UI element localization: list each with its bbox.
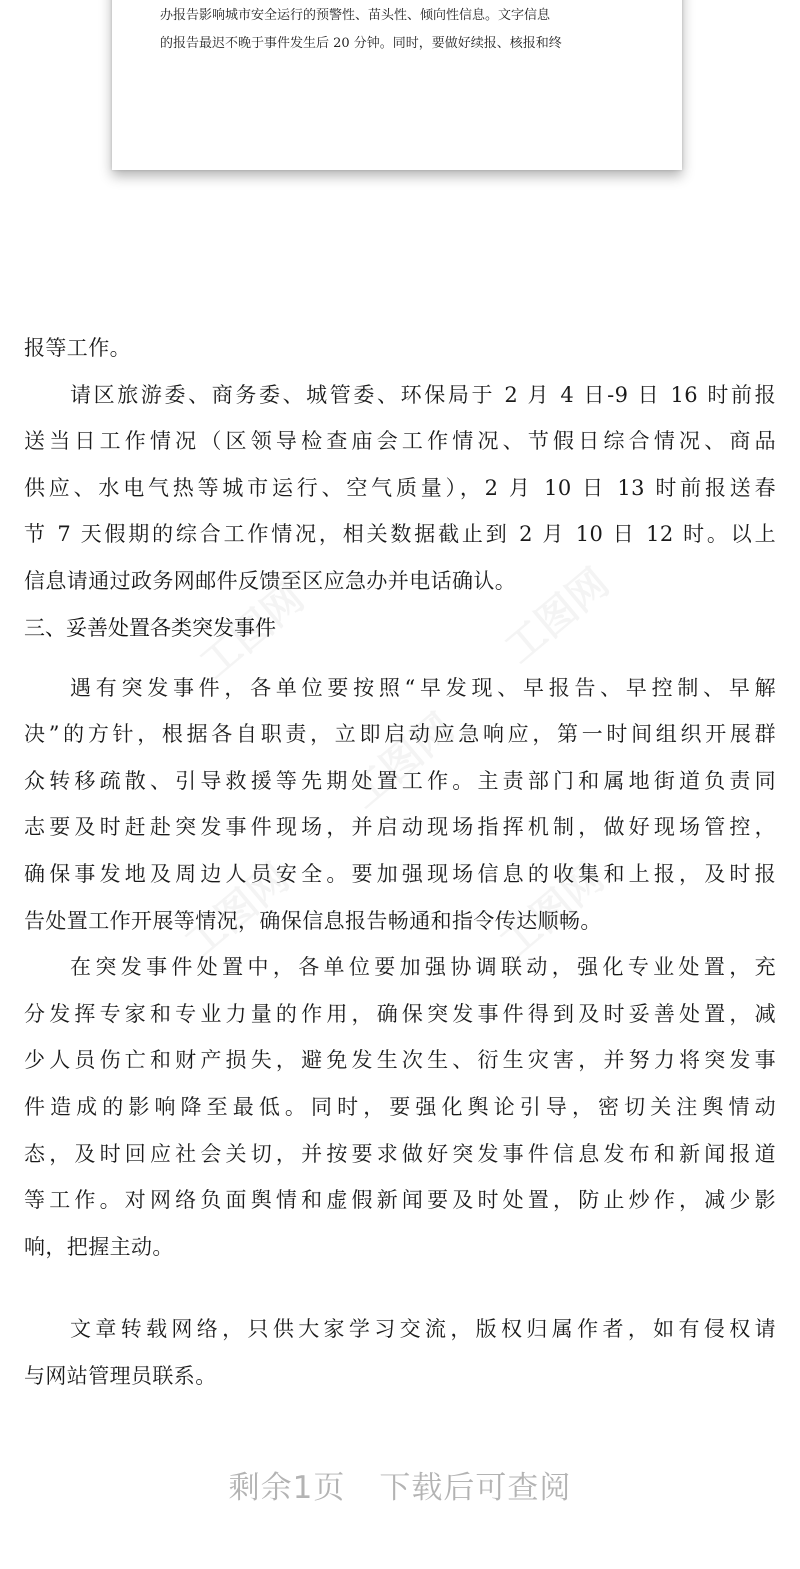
text-line: 请区旅游委、商务委、城管委、环保局于 2 月 4 日-9 日 16 时前报 (70, 382, 776, 407)
text-line: 与网站管理员联系。 (24, 1363, 217, 1388)
paragraph-1 (24, 325, 776, 372)
text-line: 报等工作。 (24, 336, 131, 360)
preview-card-line: 办报告影响城市安全运行的预警性、苗头性、倾向性信息。文字信息 (160, 8, 551, 23)
section-heading: 三、妥善处置各类突发事件 (24, 615, 276, 640)
text-line: 少人员伤亡和财产损失，避免发生次生、衍生灾害，并努力将突发事 (24, 1048, 776, 1073)
preview-card-text (160, 2, 642, 58)
paragraph-gap (24, 1270, 776, 1306)
text-line: 确保事发地及周边人员安全。要加强现场信息的收集和上报，及时报 (24, 861, 776, 886)
text-line: 件造成的影响降至最低。同时，要强化舆论引导，密切关注舆情动 (24, 1094, 776, 1119)
text-line: 信息请通过政务网邮件反馈至区应急办并电话确认。 (24, 568, 517, 593)
text-line: 遇有突发事件，各单位要按照“早发现、早报告、早控制、早解 (70, 675, 776, 700)
text-line: 分发挥专家和专业力量的作用，确保突发事件得到及时妥善处置，减 (24, 1001, 776, 1026)
download-hint-text: 下载后可查阅 (379, 1470, 572, 1506)
download-prompt[interactable] (0, 1462, 800, 1507)
preview-card-line: 的报告最迟不晚于事件发生后 20 分钟。同时，要做好续报、核报和终 (160, 36, 562, 51)
text-line: 等工作。对网络负面舆情和虚假新闻要及时处置，防止炒作，减少影 (24, 1188, 776, 1213)
text-line: 众转移疏散、引导救援等先期处置工作。主责部门和属地街道负责同 (24, 768, 776, 793)
text-line: 响，把握主动。 (24, 1234, 174, 1259)
paragraph-2 (24, 372, 776, 605)
text-line: 送当日工作情况（区领导检查庙会工作情况、节假日综合情况、商品 (24, 429, 776, 454)
paragraph-4 (24, 944, 776, 1270)
text-line: 告处置工作开展等情况，确保信息报告畅通和指令传达顺畅。 (24, 908, 602, 933)
text-line: 决”的方针，根据各自职责，立即启动应急响应，第一时间组织开展群 (24, 722, 776, 747)
text-line: 态，及时回应社会关切，并按要求做好突发事件信息发布和新闻报道 (24, 1141, 776, 1166)
text-line: 文章转载网络，只供大家学习交流，版权归属作者，如有侵权请 (70, 1317, 776, 1342)
paragraph-3 (24, 665, 776, 945)
document-preview-card (112, 0, 682, 170)
text-line: 在突发事件处置中，各单位要加强协调联动，强化专业处置，充 (70, 955, 776, 980)
text-line: 志要及时赶赴突发事件现场，并启动现场指挥机制，做好现场管控， (24, 815, 776, 840)
document-body (24, 325, 776, 1399)
paragraph-5 (24, 1306, 776, 1399)
text-line: 节 7 天假期的综合工作情况，相关数据截止到 2 月 10 日 12 时。以上 (24, 522, 776, 547)
remaining-pages-text: 剩余1页 (228, 1470, 346, 1506)
text-line: 供应、水电气热等城市运行、空气质量），2 月 10 日 13 时前报送春 (24, 475, 776, 500)
